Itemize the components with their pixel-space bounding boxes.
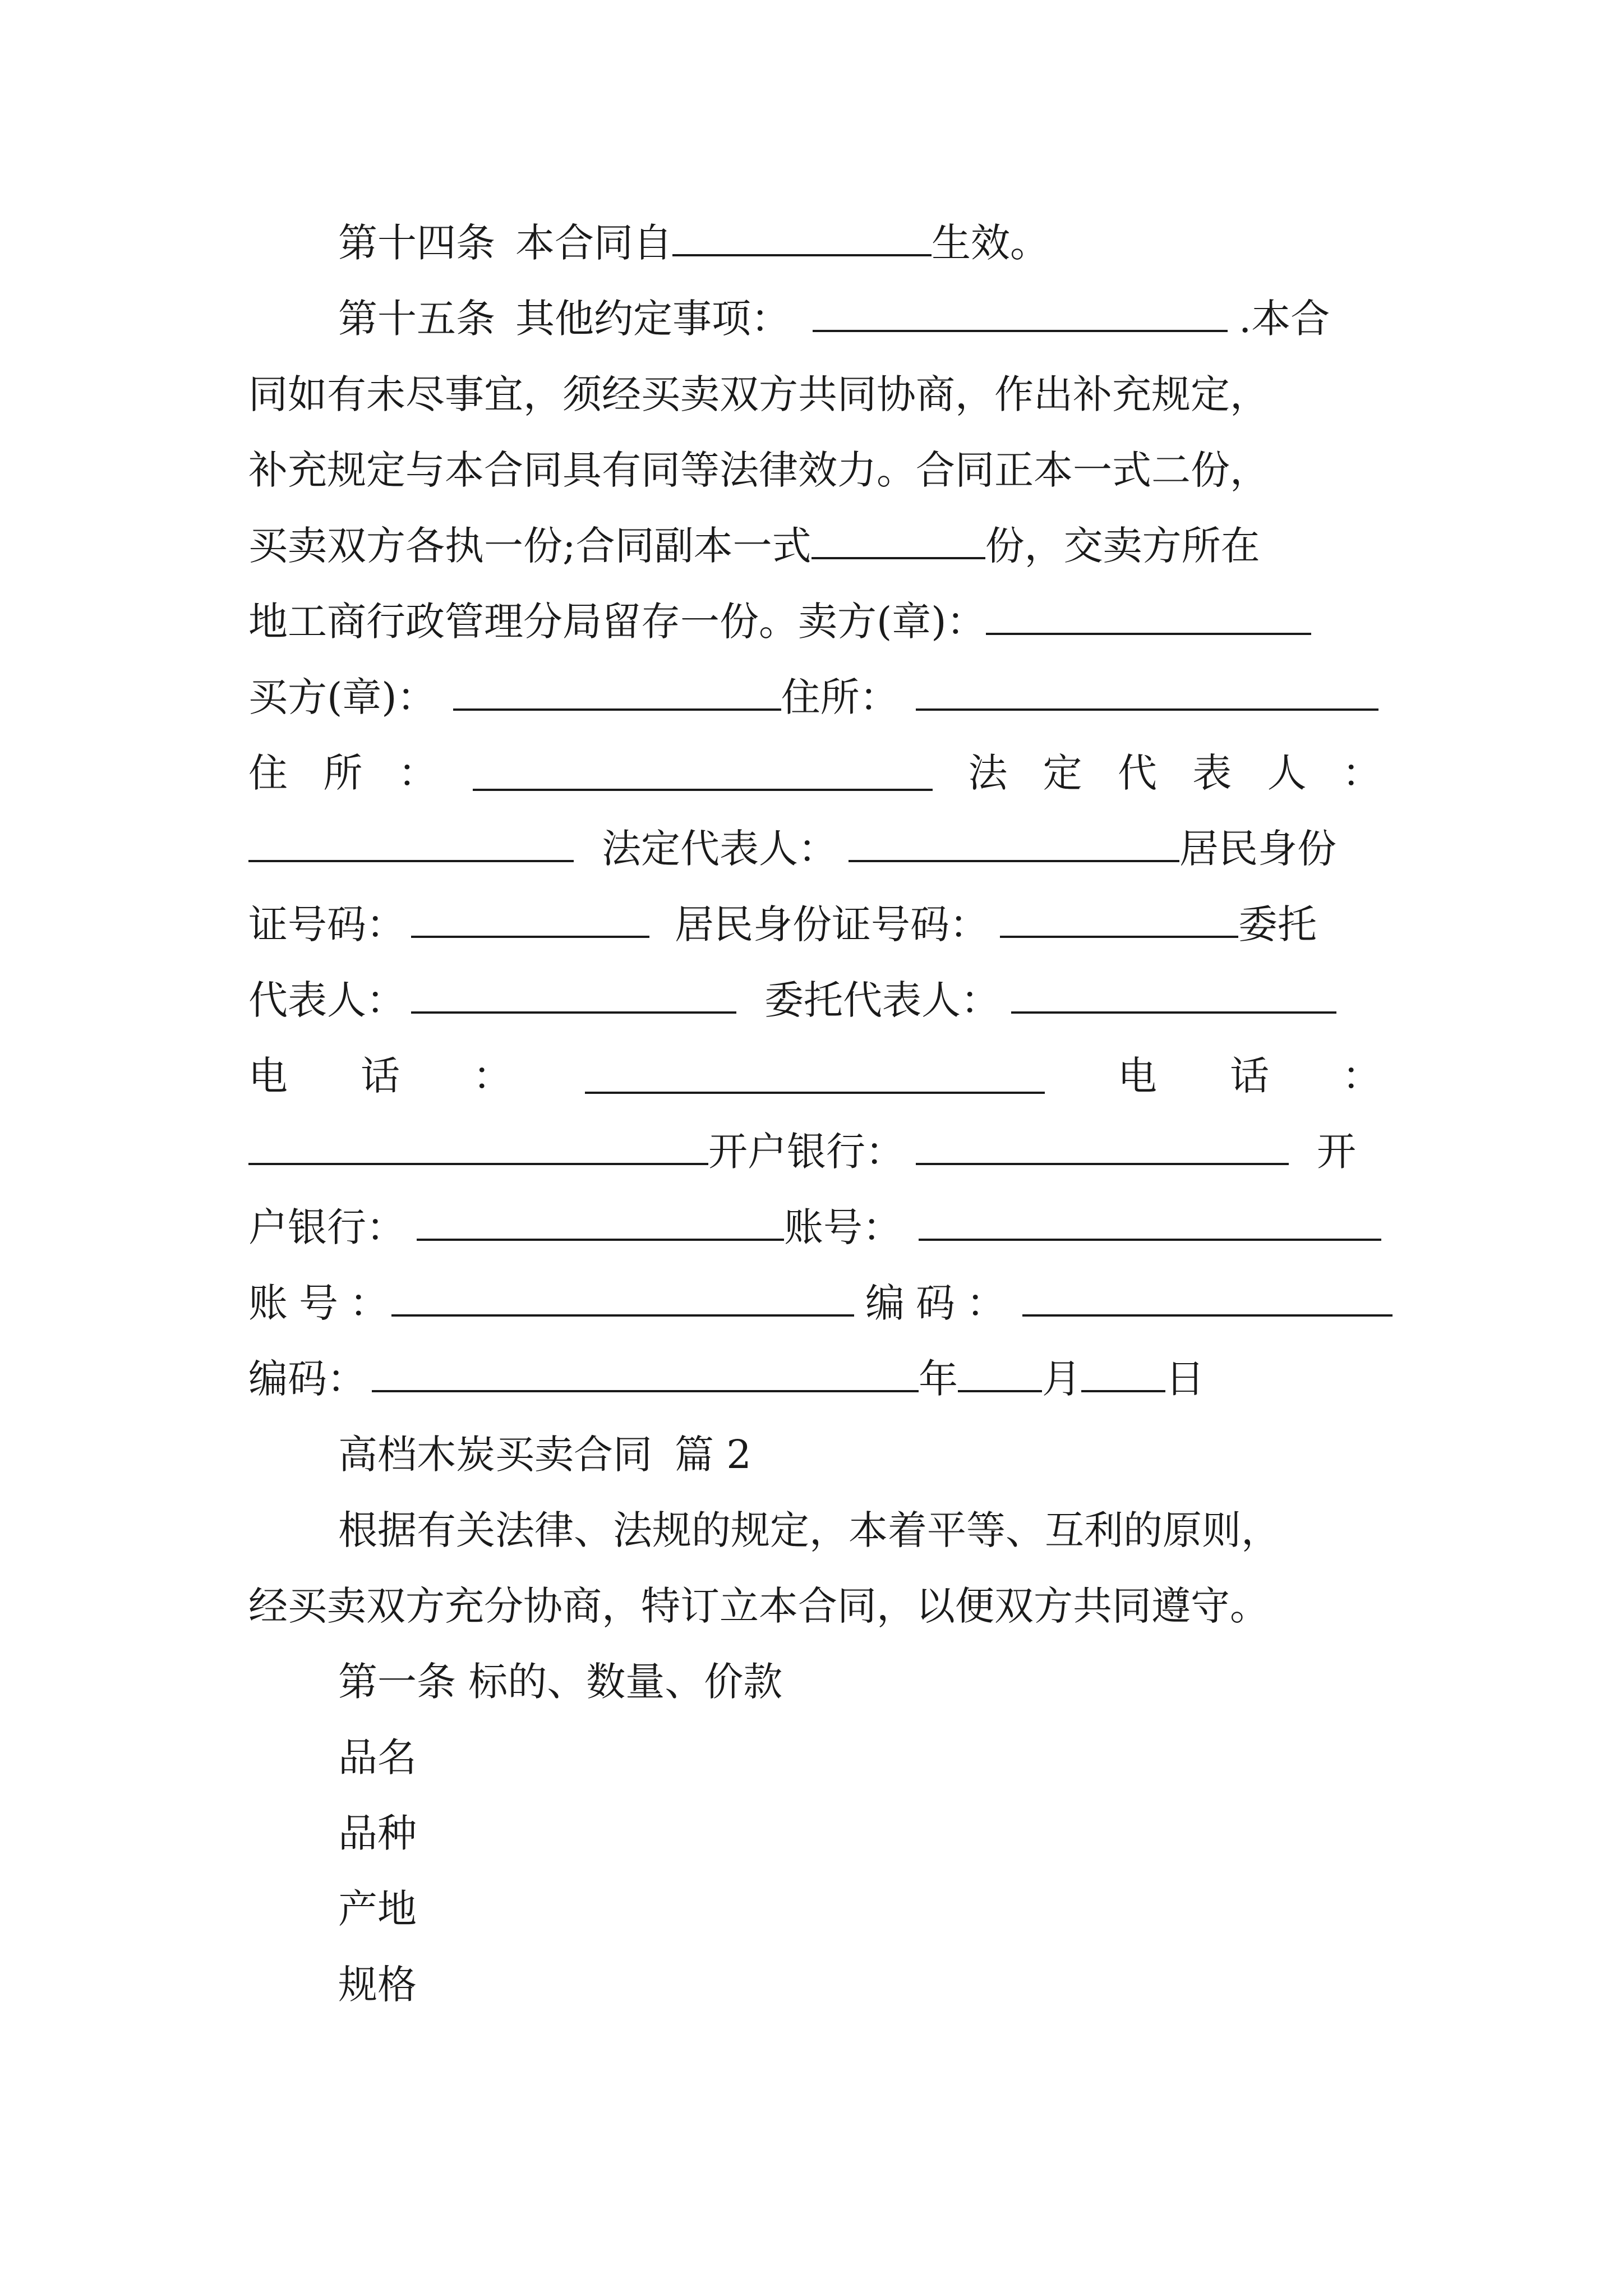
article-15-line [338,288,1381,349]
bank-line [248,1121,1381,1182]
phone-line [248,1045,1381,1107]
address-char-3: ： [398,750,437,796]
article-14-label: 第十四条 [338,220,495,266]
copies-tail: 份，交卖方所在 [985,523,1260,569]
seller-seal-blank[interactable] [986,599,1311,635]
copies-text: 买卖双方各执一份;合同副本一式 [248,523,811,569]
seller-account-blank[interactable] [919,1205,1381,1241]
code-char-1: 编 [865,1280,905,1326]
buyer-legal-rep-label: 法定代表人： [602,826,837,872]
seller-agent-blank[interactable] [411,978,736,1014]
buyer-seal-blank[interactable] [453,675,781,711]
buyer-agent-blank[interactable] [1011,978,1336,1014]
agent-label-part-1: 委托 [1238,901,1317,947]
contract-2-article-1: 第一条 标的、数量、价款 [338,1659,783,1705]
article-14-line [338,212,1381,274]
seller-bank-blank[interactable] [916,1129,1289,1165]
item-specification: 规格 [338,1962,417,2008]
agent-line [248,969,1381,1031]
effective-date-blank[interactable] [672,220,932,256]
date-line [248,1348,1381,1410]
seller-legal-rep-blank[interactable] [248,826,574,862]
article-15-line-3: 补充规定与本合同具有同等法律效力。合同正本一式二份， [248,447,1269,493]
article-15-text: 其他约定事项： [515,296,790,342]
phone2-char-3: ： [1342,1053,1381,1099]
contract-2-heading [338,1424,1381,1485]
buyer-address-blank[interactable] [473,755,933,791]
id-label-part-2: 证号码： [248,901,405,947]
day-label: 日 [1165,1356,1205,1402]
legal-char-2: 定 [1043,750,1082,796]
legal-char-3: 代 [1117,750,1157,796]
month-label: 月 [1042,1356,1081,1402]
article-15-line-5: 地工商行政管理分局留存一份。卖方(章)： [248,599,986,645]
buyer-line [248,666,1381,728]
contract-2-intro-2: 经买卖双方充分协商，特订立本合同，以便双方共同遵守。 [248,1583,1269,1629]
bank-label-part-1: 开 [1317,1129,1356,1175]
account-char-1: 账 [248,1280,288,1326]
id-label-part-1: 居民身份 [1179,826,1336,872]
seller-bank-label: 开户银行： [708,1129,905,1175]
address-char-1: 住 [248,750,288,796]
phone-char-2: 话 [361,1053,400,1099]
item-variety: 品种 [338,1810,417,1856]
buyer-address-line [248,742,1381,804]
buyer-id-blank[interactable] [1000,902,1238,938]
buyer-agent-label: 委托代表人： [764,977,1000,1023]
legal-char-6: ： [1341,750,1381,796]
article-15-line-4 [248,515,1381,577]
seller-address-blank[interactable] [916,675,1378,711]
seller-id-blank[interactable] [411,902,649,938]
article-15-line-2: 同如有未尽事宜，须经买卖双方共同协商，作出补充规定， [248,371,1269,417]
phone-char-1: 电 [248,1053,288,1099]
account-char-3: ： [349,1280,389,1326]
contract-2-title: 高档木炭买卖合同 [338,1432,652,1478]
buyer-bank-blank[interactable] [417,1205,784,1241]
code-line [248,1272,1381,1334]
id-number-line [248,894,1381,955]
month-blank[interactable] [958,1356,1042,1392]
bank-label-part-2: 户银行： [248,1204,405,1250]
year-label: 年 [919,1356,958,1402]
contract-2-intro-1: 根据有关法律、法规的规定，本着平等、互利的原则， [338,1507,1280,1553]
buyer-id-label: 居民身份证号码： [675,901,989,947]
agent-label-part-2: 代表人： [248,977,405,1023]
code-char-3: ： [966,1280,1006,1326]
item-origin: 产地 [338,1886,417,1932]
seller-address-label: 住所： [781,674,899,720]
seller-phone-blank[interactable] [585,1058,1045,1094]
item-product-name: 品名 [338,1734,417,1780]
legal-rep-line [248,818,1381,880]
account-line [248,1197,1381,1258]
contract-2-part: 篇 2 [675,1432,751,1478]
article-15-label: 第十五条 [338,296,495,342]
buyer-phone-blank[interactable] [248,1129,708,1165]
buyer-account-blank[interactable] [391,1281,854,1317]
address-char-2: 所 [323,750,363,796]
seller-code-blank[interactable] [1022,1281,1393,1317]
other-terms-blank[interactable] [813,296,1228,332]
phone-char-3: ： [473,1053,512,1099]
phone2-char-2: 话 [1230,1053,1269,1099]
legal-char-5: 人 [1267,750,1307,796]
buyer-code-label: 编码： [248,1356,366,1402]
copies-count-blank[interactable] [811,523,985,559]
seller-seal-line [248,591,1381,652]
phone2-char-1: 电 [1118,1053,1157,1099]
article-14-text: 本合同自 [515,220,672,266]
buyer-legal-rep-blank[interactable] [849,826,1179,862]
article-14-tail: 生效。 [932,220,1049,266]
legal-char-4: 表 [1192,750,1232,796]
buyer-label: 买方(章)： [248,674,436,720]
buyer-code-blank[interactable] [372,1356,919,1392]
seller-account-label: 账号： [784,1204,902,1250]
legal-char-1: 法 [968,750,1008,796]
day-blank[interactable] [1081,1356,1165,1392]
code-char-2: 码 [916,1280,955,1326]
article-15-dot: .本合 [1239,296,1330,342]
account-char-2: 号 [299,1280,338,1326]
